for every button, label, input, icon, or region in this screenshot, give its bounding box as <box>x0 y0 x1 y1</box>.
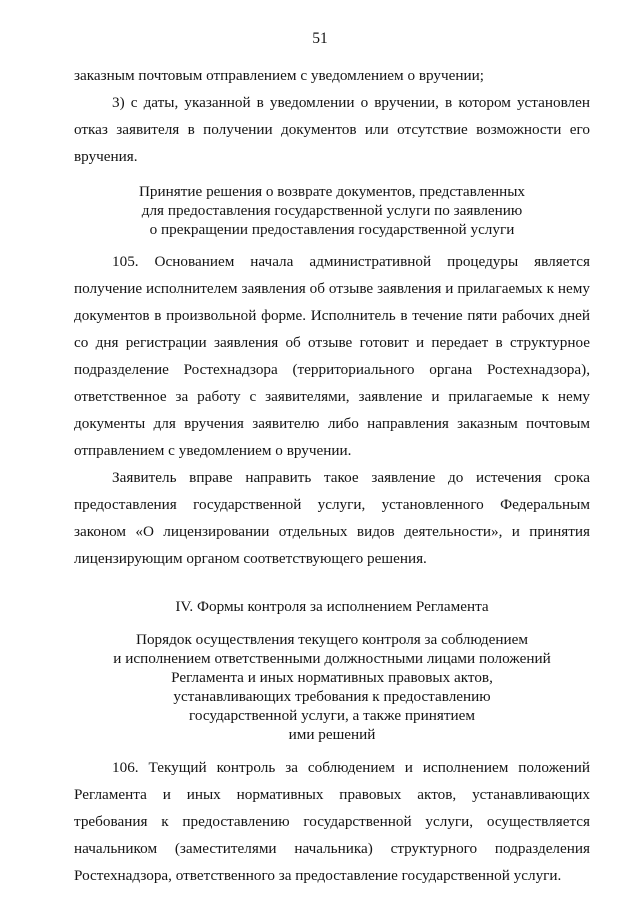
paragraph-105-continued: Заявитель вправе направить такое заявление до истечения срока предоставления государственной услуги, установленного Федеральным законом «О лицензировании отдельных видов деятельности», и принятия лицензирующим органом соответствующего решения. <box>74 469 590 567</box>
heading-line: государственной услуги, а также принятием <box>189 707 475 724</box>
heading-line: Порядок осуществления текущего контроля за соблюдением <box>135 631 529 648</box>
paragraph-continuation: заказным почтовым отправлением с уведомлением о вручении; <box>74 67 484 84</box>
heading-line: устанавливающих требования к предоставлению <box>173 688 491 705</box>
heading-line: и исполнением ответственными должностными лицами положений <box>113 650 551 667</box>
heading-line: для предоставления государственной услуги по заявлению <box>141 202 523 219</box>
section-title-iv: IV. Формы контроля за исполнением Регламента <box>175 598 489 615</box>
paragraph-105: 105. Основанием начала административной процедуры является получение исполнителем заявления об отзыве заявления и прилагаемых к нему документов в произвольной форме. Исполнитель в течение пяти рабочих дней со дня регистрации заявления об отзыве готовит и передает в структурное подразделение Ростехнадзора (территориального органа Ростехнадзора), ответственное за работу с заявителями, заявление и прилагаемые к нему документы для вручения заявителю либо направления заказным почтовым отправлением с уведомлением о вручении. <box>74 253 590 459</box>
heading-line: Регламента и иных нормативных правовых актов, <box>171 669 493 686</box>
paragraph-item-3: 3) с даты, указанной в уведомлении о вручении, в котором установлен отказ заявителя в получении документов или отсутствие возможности его вручения. <box>74 94 590 165</box>
heading-line: ими решений <box>288 726 376 743</box>
heading-line: Принятие решения о возврате документов, представленных <box>138 183 526 200</box>
heading-current-control <box>74 630 590 744</box>
paragraph-106: 106. Текущий контроль за соблюдением и исполнением положений Регламента и иных нормативных правовых актов, устанавливающих требования к предоставлению государственной услуги, осуществляется начальником (заместителями начальника) структурного подразделения Ростехнадзора, ответственного за предоставление государственной услуги. <box>74 759 590 884</box>
heading-line: о прекращении предоставления государственной услуги <box>149 221 515 238</box>
heading-return-documents <box>74 182 590 239</box>
page-content <box>74 62 590 889</box>
page-number: 51 <box>312 30 328 47</box>
